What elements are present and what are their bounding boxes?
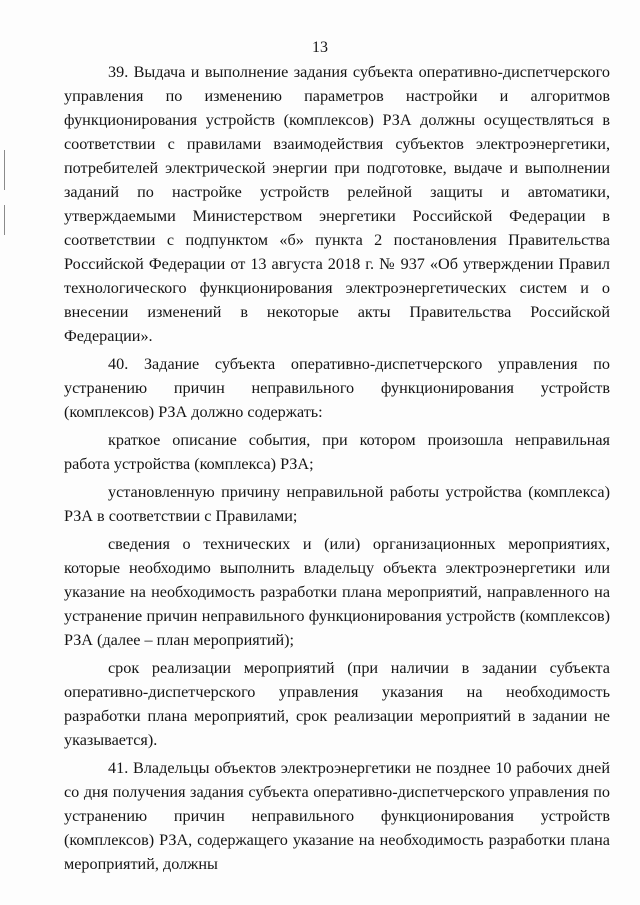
paragraph-41: 41. Владельцы объектов электроэнергетики не позднее 10 рабочих дней со дня получения задания субъекта оперативно-диспетчерского управления по устранению причин неправильного функционирования устройств (комплексов) РЗА, содержащего указание на необходимость разработки плана мероприятий, должны: [64, 759, 610, 873]
list-item-measures-info: сведения о технических и (или) организационных мероприятиях, которые необходимо выполнить владельцу объекта электроэнергетики или указание на необходимость разработки плана мероприятий, направленного на устранение причин неправильного функционирования устройств (комплексов) РЗА (далее – план мероприятий);: [64, 535, 610, 649]
list-item-implementation-deadline: срок реализации мероприятий (при наличии в задании субъекта оперативно-диспетчерского управления указания на необходимость разработки плана мероприятий, срок реализации мероприятий в задании не указывается).: [64, 659, 610, 749]
scan-edge-mark: [4, 150, 5, 190]
page-number: 13: [312, 39, 328, 56]
scan-edge-mark: [4, 205, 5, 235]
paragraph-39: 39. Выдача и выполнение задания субъекта оперативно-диспетчерского управления по изменению параметров настройки и алгоритмов функционирования устройств (комплексов) РЗА должны осуществляться в соответствии с правилами взаимодействия субъектов электроэнергетики, потребителей электрической энергии при подготовке, выдаче и выполнении заданий по настройке устройств релейной защиты и автоматики, утверждаемыми Министерством энергетики Российской Федерации в соответствии с подпунктом «б» пункта 2 постановления Правительства Российской Федерации от 13 августа 2018 г. № 937 «Об утверждении Правил технологического функционирования электроэнергетических систем и о внесении изменений в некоторые акты Правительства Российской Федерации».: [64, 63, 610, 345]
list-item-established-cause: установленную причину неправильной работы устройства (комплекса) РЗА в соответствии с Правилами;: [64, 483, 610, 525]
list-item-event-description: краткое описание события, при котором произошла неправильная работа устройства (комплекса) РЗА;: [64, 431, 610, 473]
paragraph-40: 40. Задание субъекта оперативно-диспетчерского управления по устранению причин неправильного функционирования устройств (комплексов) РЗА должно содержать:: [64, 355, 610, 421]
document-body: [64, 60, 610, 879]
